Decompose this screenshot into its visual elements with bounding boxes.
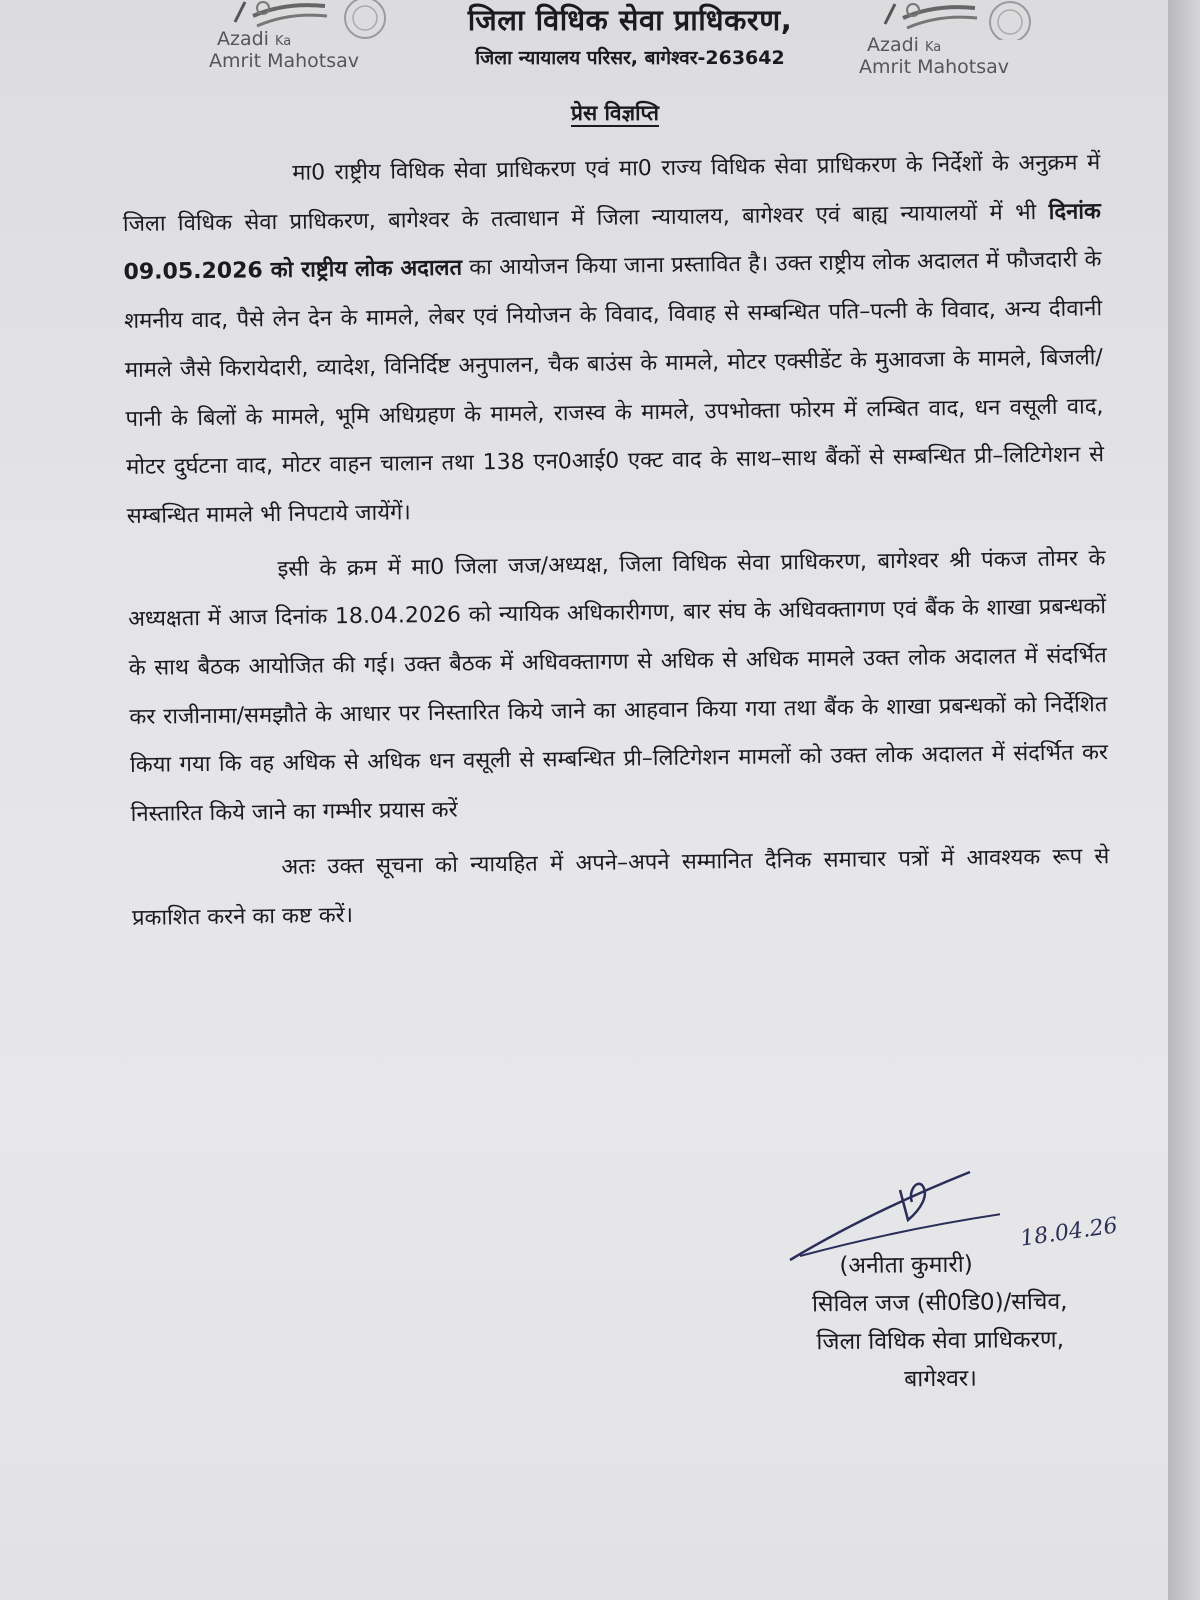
logo-text-ka: Ka [275, 34, 292, 49]
body-text [122, 139, 1110, 943]
background-edge [1168, 0, 1200, 1600]
paragraph-3: अतः उक्त सूचना को न्यायहित में अपने–अपने सम्मानित दैनिक समाचार पत्रों में आवश्यक रूप से प्रकाशित करने का कष्ट करें। [131, 843, 1110, 931]
logo-text-azadi: Azadi [217, 28, 269, 50]
press-release-heading: प्रेस विज्ञप्ति [571, 101, 659, 125]
azadi-ka-amrit-mahotsav-logo-left [205, 0, 395, 100]
signatory-designation-3: बागेश्वर। [904, 1365, 978, 1393]
paragraph-1-highlight: दिनांक 09.05.2026 को राष्ट्रीय लोक अदालत [123, 198, 1102, 286]
office-address: जिला न्यायालय परिसर, बागेश्वर-263642 [475, 47, 785, 69]
logo-text-amrit: Amrit [859, 56, 912, 78]
logo-text-amrit: Amrit [209, 50, 262, 72]
paragraph-2: इसी के क्रम में मा0 जिला जज/अध्यक्ष, जिला विधिक सेवा प्राधिकरण, बागेश्वर श्री पंकज तोमर के अध्यक्षता में आज दिनांक 18.04.2026 को न्यायिक अधिकारीगण, बार संघ के अधिवक्तागण एवं बैंक के शाखा प्रबन्धकों के साथ बैठक आयोजित की गई। उक्त बैठक में अधिवक्तागण से अधिक से अधिक मामले उक्त लोक अदालत में संदर्भित कर राजीनामा/समझौते के आधार पर निस्तारित किये जाने का आहवान किया गया तथा बैंक के शाखा प्रबन्धकों को निर्देशित किया गया कि वह अधिक से अधिक धन वसूली से सम्बन्धित प्री–लिटिगेशन मामलों को उक्त लोक अदालत में संदर्भित कर निस्तारित किये जाने का गम्भीर प्रयास करें [127, 545, 1109, 828]
paragraph-1-part-2: का आयोजन किया जाना प्रस्तावित है। उक्त राष्ट्रीय लोक अदालत में फौजदारी के शमनीय वाद, पैसे लेन देन के मामले, लेबर एवं नियोजन के विवाद, विवाह से सम्बन्धित पति–पत्नी के विवाद, अन्य दीवानी मामले जैसे किरायेदारी, व्यादेश, विनिर्दिष्ट अनुपालन, चैक बाउंस के मामले, मोटर एक्सीडेंट के मुआवजा के मामले, बिजली/पानी के बिलों के मामले, भूमि अधिग्रहण के मामले, राजस्व के मामले, उपभोक्ता फोरम में लम्बित वाद, धन वसूली वाद, मोटर दुर्घटना वाद, मोटर वाहन चालान तथा 138 एन0आई0 एक्ट वाद के साथ–साथ बैंकों से सम्बन्धित प्री–लिटिगेशन से सम्बन्धित मामले भी निपटाये जायेंगें। [124, 247, 1105, 529]
paragraph-1-part-1: मा0 राष्ट्रीय विधिक सेवा प्राधिकरण एवं मा0 राज्य विधिक सेवा प्राधिकरण के निर्देशों के अनुक्रम में जिला विधिक सेवा प्राधिकरण, बागेश्वर के तत्वाधान में जिला न्यायालय, बागेश्वर एवं बाह्य न्यायालयों में भी [122, 150, 1101, 237]
signature-date: 18.04.26 [1018, 1213, 1120, 1252]
signatory-designation-1: सिविल जज (सी0डि0)/सचिव, [811, 1288, 1068, 1318]
logo-text-ka: Ka [925, 40, 942, 55]
azadi-ka-amrit-mahotsav-logo-right [855, 0, 1045, 100]
signatory-designation-2: जिला विधिक सेवा प्राधिकरण, [816, 1326, 1065, 1356]
signature-block [759, 1244, 1121, 1400]
logo-text-mahotsav: Mahotsav [267, 50, 360, 72]
paragraph-1 [122, 139, 1105, 541]
logo-text-mahotsav: Mahotsav [917, 56, 1010, 78]
signatory-name: (अनीता कुमारी) [839, 1251, 973, 1280]
office-title: जिला विधिक सेवा प्राधिकरण, [467, 3, 793, 37]
logo-text-azadi: Azadi [867, 34, 919, 56]
